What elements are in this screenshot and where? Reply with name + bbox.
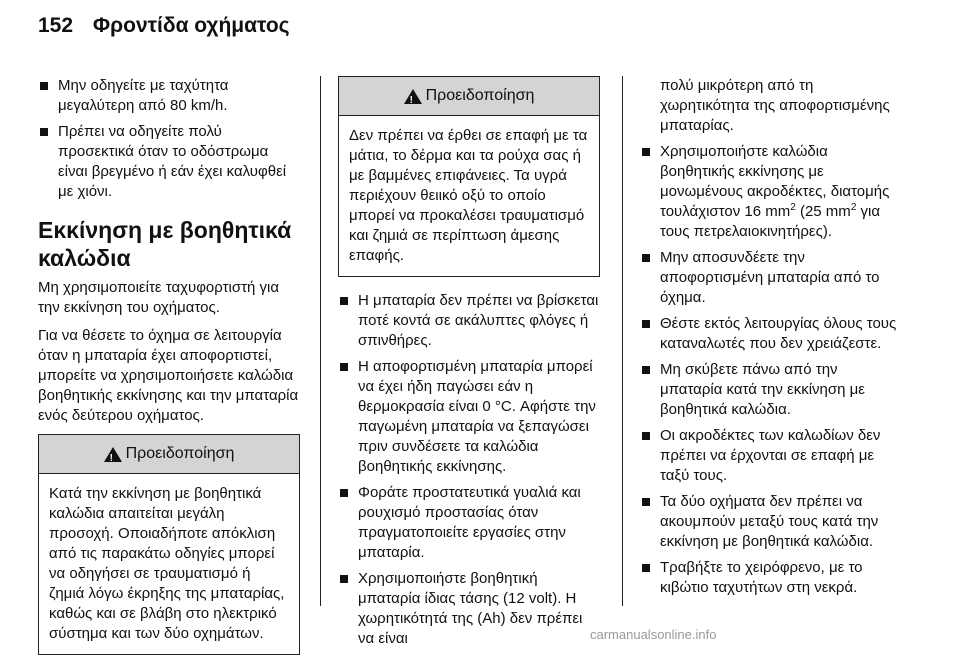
bullet-list [640, 76, 902, 598]
list-item: Η μπαταρία δεν πρέπει να βρίσκεται ποτέ κοντά σε ακάλυπτες φλόγες ή σπινθήρες. [338, 291, 600, 351]
section-title: Εκκίνηση με βοηθητικά καλώδια [38, 217, 292, 271]
cable-text: για τους πετρελαιοκινητήρες). [660, 203, 881, 240]
cable-text: Χρησιμοποιήστε καλώδια βοηθητικής εκκίνησης με μονωμένους ακροδέκτες, διατομής τουλάχιστον 16 mm [660, 143, 890, 220]
warning-title: Προειδοποίηση [425, 87, 535, 104]
page-header [38, 14, 290, 38]
superscript: 2 [790, 202, 796, 213]
list-item: Τραβήξτε το χειρόφρενο, με το κιβώτιο ταχυτήτων στη νεκρά. [640, 558, 902, 598]
warning-box [38, 434, 300, 655]
paragraph: Για να θέσετε το όχημα σε λειτουργία όταν η μπαταρία έχει αποφορτιστεί, μπορείτε να χρησιμοποιήσετε καλώδια βοηθητικής εκκίνησης και την μπαταρία ενός δεύτερου οχήματος. [38, 327, 299, 424]
column-1 [38, 76, 300, 665]
warning-header [39, 435, 299, 474]
warning-box [338, 76, 600, 277]
list-item: Θέστε εκτός λειτουργίας όλους τους καταναλωτές που δεν χρειάζεστε. [640, 314, 902, 354]
column-divider-2 [622, 76, 623, 606]
column-3 [640, 76, 902, 604]
warning-icon [104, 447, 122, 462]
warning-title: Προειδοποίηση [125, 445, 235, 462]
list-item: Φοράτε προστατευτικά γυαλιά και ρουχισμό προστασίας όταν πραγματοποιείτε εργασίες στην μπαταρία. [338, 483, 600, 563]
list-item: Η αποφορτισμένη μπαταρία μπορεί να έχει ήδη παγώσει εάν η θερμοκρασία είναι 0 °C. Αφήστε την παγωμένη μπαταρία να ξεπαγώσει πριν συνδέσετε τα καλώδια βοηθητικής εκκίνησης. [338, 357, 600, 477]
bullet-list [338, 291, 600, 649]
list-item-continuation: πολύ μικρότερη από τη χωρητικότητα της αποφορτισμένης μπαταρίας. [660, 77, 890, 134]
column-2 [338, 76, 600, 655]
column-divider-1 [320, 76, 321, 606]
warning-text: Κατά την εκκίνηση με βοηθητικά καλώδια απαιτείται μεγάλη προσοχή. Οποιαδήποτε απόκλιση από τις παρακάτω οδηγίες μπορεί να οδηγήσει σε τραυματισμό ή ζημιά λόγω έκρηξης της μπαταρίας, καθώς και σε βλάβη στο ηλεκτρικό σύστημα και των δύο οχημάτων. [49, 485, 285, 642]
cable-text: (25 mm [795, 203, 851, 220]
warning-icon [404, 89, 422, 104]
page-number: 152 [38, 14, 74, 37]
superscript: 2 [850, 202, 857, 213]
list-item: Μην αποσυνδέετε την αποφορτισμένη μπαταρία από το όχημα. [640, 248, 902, 308]
warning-header [339, 77, 599, 116]
warning-text: Δεν πρέπει να έρθει σε επαφή με τα μάτια, το δέρμα και τα ρούχα σας ή με βαμμένες επιφάνειες. Τα υγρά περιέχουν θειικό οξύ το οποίο μπορεί να προκαλέσει τραυματισμό και ζημιά σε περίπτωση άμεσης επαφής. [349, 127, 588, 264]
list-item [640, 142, 902, 242]
list-item: Οι ακροδέκτες των καλωδίων δεν πρέπει να έρχονται σε επαφή με ταξύ τους. [640, 426, 902, 486]
page-title: Φροντίδα οχήματος [92, 14, 290, 37]
list-item: Χρησιμοποιήστε βοηθητική μπαταρία ίδιας τάσης (12 volt). Η χωρητικότητά της (Ah) δεν πρέπει να είναι [338, 569, 600, 649]
paragraph: Μη χρησιμοποιείτε ταχυφορτιστή για την εκκίνηση του οχήματος. [38, 279, 280, 316]
list-item: Τα δύο οχήματα δεν πρέπει να ακουμπούν μεταξύ τους κατά την εκκίνηση με βοηθητικά καλώδια. [640, 492, 902, 552]
list-item: Μην οδηγείτε με ταχύτητα μεγαλύτερη από 80 km/h. [38, 76, 300, 116]
watermark: carmanualsonline.info [590, 627, 717, 642]
list-item: Πρέπει να οδηγείτε πολύ προσεκτικά όταν το οδόστρωμα είναι βρεγμένο ή εάν έχει καλυφθεί με χιόνι. [38, 122, 300, 202]
list-item: Μη σκύβετε πάνω από την μπαταρία κατά την εκκίνηση με βοηθητικά καλώδια. [640, 360, 902, 420]
bullet-list [38, 76, 300, 202]
